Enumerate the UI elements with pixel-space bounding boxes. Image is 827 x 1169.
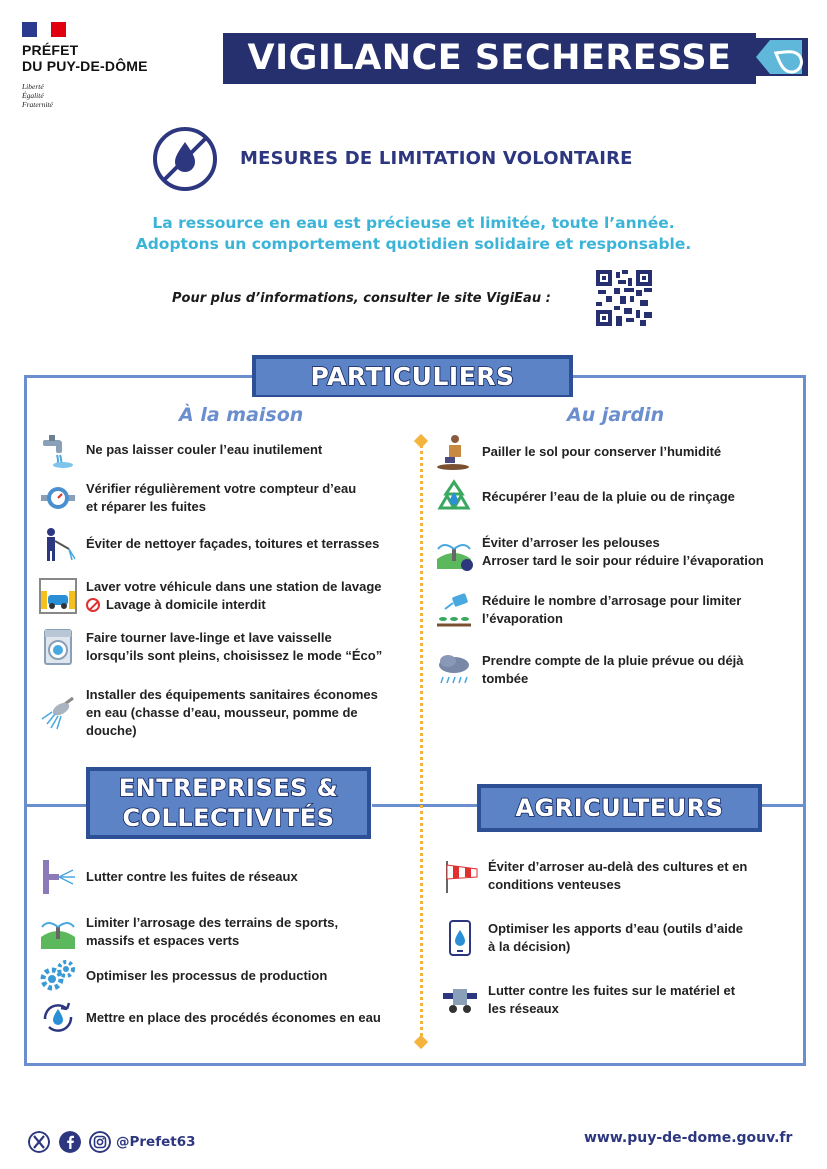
item-text: Éviter d’arroser les pelouses: [482, 535, 660, 550]
maison-item-faucet: [38, 430, 322, 470]
x-twitter-icon[interactable]: [28, 1131, 50, 1153]
pressure-washer-icon: [38, 524, 78, 564]
divider-left-a: [27, 804, 90, 807]
item-text: Ne pas laisser couler l’eau inutilement: [86, 442, 323, 457]
agriculteurs-item-wind: [440, 856, 747, 896]
washing-machine-icon: [38, 627, 78, 667]
maison-item-car: [38, 576, 382, 616]
gardener-icon: [434, 432, 474, 472]
jardin-title: Au jardin: [567, 404, 665, 426]
agriculteurs-item-apports: [440, 918, 743, 958]
item-text: Lutter contre les fuites sur le matériel et: [488, 983, 736, 998]
prefet-line2: DU PUY-DE-DÔME: [22, 58, 148, 74]
item-text: Arroser tard le soir pour réduire l’évaporation: [482, 553, 764, 568]
item-text: Récupérer l’eau de la pluie ou de rinçage: [482, 489, 735, 504]
maison-item-washing: [38, 627, 382, 667]
jardin-item-lawn: [434, 532, 764, 572]
item-text: Éviter d’arroser au-delà des cultures et en: [488, 859, 748, 874]
item-text: Réduire le nombre d’arrosage pour limiter: [482, 593, 742, 608]
entreprises-item-processes: [38, 998, 381, 1038]
recycle-water-icon: [434, 477, 474, 517]
jardin-item-watering: [434, 590, 741, 630]
item-text: à la décision): [488, 939, 571, 954]
devise-egalite: Égalité: [22, 91, 44, 100]
item-text: Limiter l’arrosage des terrains de sports,: [86, 915, 339, 930]
sports-field-sprinkler-icon: [38, 912, 78, 952]
item-text: Optimiser les apports d’eau (outils d’aide: [488, 921, 743, 936]
item-text: Prendre compte de la pluie prévue ou déjà: [482, 653, 744, 668]
rain-cloud-icon: [434, 650, 474, 690]
item-text: douche): [86, 723, 137, 738]
entreprises-item-sports: [38, 912, 338, 952]
item-text: Éviter de nettoyer façades, toitures et terrasses: [86, 536, 380, 551]
leaking-pipe-icon: [38, 857, 78, 897]
entreprises-item-leaks: [38, 857, 298, 897]
item-text: en eau (chasse d’eau, mousseur, pomme de: [86, 705, 358, 720]
agriculteurs-item-materiel: [440, 980, 735, 1020]
water-meter-icon: [38, 478, 78, 518]
item-text: les réseaux: [488, 1001, 559, 1016]
entreprises-title-line1: ENTREPRISES &: [118, 774, 339, 802]
maison-title: À la maison: [179, 404, 304, 426]
prefet-line1: PRÉFET: [22, 42, 79, 58]
item-text: Lavage à domicile interdit: [106, 597, 266, 612]
item-text: conditions venteuses: [488, 877, 621, 892]
item-text: massifs et espaces verts: [86, 933, 240, 948]
instagram-icon[interactable]: [89, 1131, 111, 1153]
no-water-icon: [152, 126, 218, 192]
gears-icon: [38, 956, 78, 996]
item-text: Installer des équipements sanitaires économes: [86, 687, 378, 702]
item-text: Lutter contre les fuites de réseaux: [86, 869, 298, 884]
prefecture-name: [22, 42, 148, 74]
watering-can-icon: [434, 590, 474, 630]
devise-liberte: Liberté: [22, 82, 44, 91]
devise: [22, 82, 53, 109]
item-text: tombée: [482, 671, 529, 686]
item-text: Pailler le sol pour conserver l’humidité: [482, 444, 722, 459]
item-text: Laver votre véhicule dans une station de lavage: [86, 579, 382, 594]
smartphone-drop-icon: [440, 918, 480, 958]
more-info-text: Pour plus d’informations, consulter le site VigiEau :: [172, 291, 551, 306]
item-text: Mettre en place des procédés économes en eau: [86, 1010, 381, 1025]
particuliers-banner: PARTICULIERS: [256, 359, 569, 395]
column-separator: [420, 440, 423, 1042]
faucet-icon: [38, 430, 78, 470]
intro-line2: Adoptons un comportement quotidien solidaire et responsable.: [135, 235, 692, 253]
page-title: VIGILANCE SECHERESSE: [223, 33, 756, 84]
jardin-item-mulch: [434, 432, 721, 472]
intro-line1: La ressource en eau est précieuse et limitée, toute l’année.: [152, 214, 675, 232]
entreprises-banner: [90, 771, 367, 835]
agriculteurs-banner: AGRICULTEURS: [481, 788, 758, 828]
entreprises-title-line2: COLLECTIVITÉS: [122, 804, 335, 832]
windsock-icon: [440, 856, 480, 896]
item-text: Vérifier régulièrement votre compteur d’eau: [86, 481, 357, 496]
subtitle: MESURES DE LIMITATION VOLONTAIRE: [240, 148, 633, 169]
jardin-item-rain: [434, 650, 744, 690]
intro-text: [0, 213, 827, 255]
maison-item-facades: [38, 524, 379, 564]
devise-fraternite: Fraternité: [22, 100, 53, 109]
jardin-item-rainwater: [434, 477, 735, 517]
car-wash-icon: [38, 576, 78, 616]
maison-item-sanitary: [38, 686, 378, 740]
item-text: Faire tourner lave-linge et lave vaisselle: [86, 630, 332, 645]
maison-item-meter: [38, 478, 356, 518]
forbidden-icon: [86, 598, 100, 612]
shower-head-icon: [38, 693, 78, 733]
entreprises-item-production: [38, 956, 327, 996]
vigieau-qr-code[interactable]: [596, 270, 652, 326]
french-flag-icon: [22, 22, 66, 37]
item-text: et réparer les fuites: [86, 499, 206, 514]
irrigation-machine-icon: [440, 980, 480, 1020]
item-text: lorsqu’ils sont pleins, choisissez le mode “Éco”: [86, 648, 383, 663]
social-handle[interactable]: @Prefet63: [116, 1134, 196, 1150]
website-link[interactable]: www.puy-de-dome.gouv.fr: [584, 1130, 793, 1146]
divider-middle: [372, 804, 479, 807]
facebook-icon[interactable]: [59, 1131, 81, 1153]
water-drop-tag-icon: [750, 32, 808, 82]
lawn-sprinkler-icon: [434, 532, 474, 572]
divider-right: [761, 804, 803, 807]
item-text: Optimiser les processus de production: [86, 968, 328, 983]
item-text: l’évaporation: [482, 611, 563, 626]
water-cycle-icon: [38, 998, 78, 1038]
